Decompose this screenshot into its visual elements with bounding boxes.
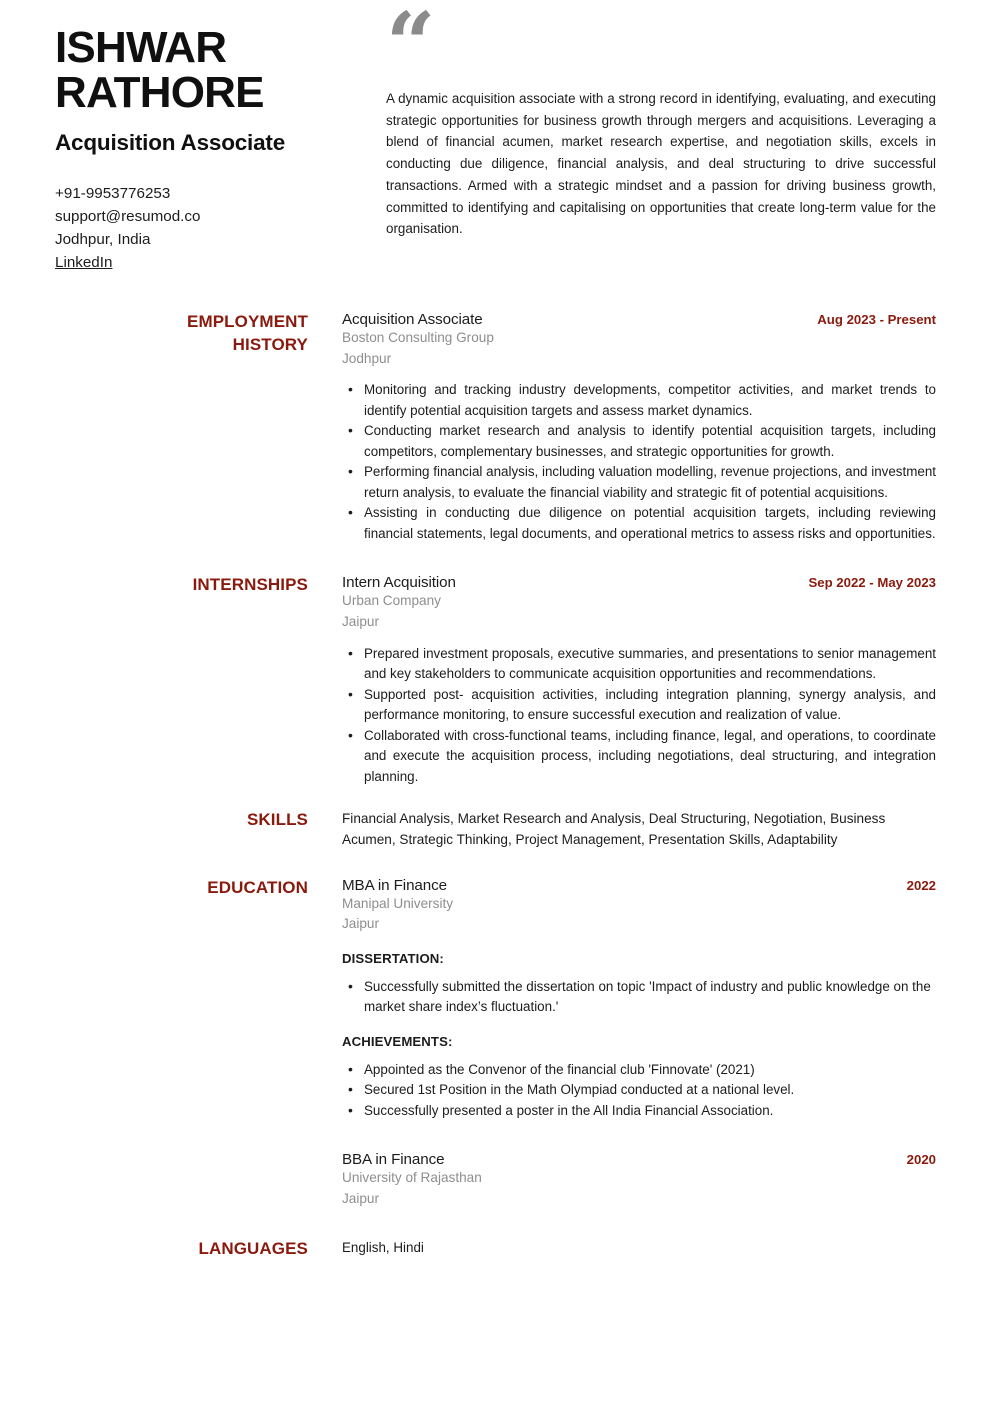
education-entry bbox=[342, 877, 936, 1122]
achievements-list bbox=[342, 1060, 936, 1122]
dissertation-list bbox=[342, 977, 936, 1018]
job-location: Jodhpur bbox=[342, 350, 392, 366]
contact-linkedin-row bbox=[55, 251, 375, 274]
skills-body bbox=[320, 809, 936, 850]
section-education bbox=[0, 877, 1000, 1210]
internship-company-name: Urban Company bbox=[342, 593, 441, 609]
job-responsibility-list bbox=[342, 380, 936, 544]
candidate-name bbox=[55, 23, 375, 117]
list-item: • Prepared investment proposals, executive summaries, and presentations to senior management and key stakeholders to communicate acquisition opportunities and recommendations. bbox=[342, 644, 936, 685]
institution-location: Jaipur bbox=[342, 916, 380, 932]
entry-header-row bbox=[342, 311, 936, 328]
resume-header bbox=[0, 0, 1000, 274]
employment-heading-line2: HISTORY bbox=[232, 334, 308, 354]
candidate-name-line1: ISHWAR bbox=[55, 23, 227, 72]
employment-label-col bbox=[55, 311, 320, 356]
skills-list-text: Financial Analysis, Market Research and Analysis, Deal Structuring, Negotiation, Business Acumen, Strategic Thinking, Project Management, Presentation Skills, Adaptability bbox=[342, 811, 886, 847]
languages-body bbox=[320, 1238, 936, 1258]
job-company-name: Boston Consulting Group bbox=[342, 330, 494, 346]
list-item: • Performing financial analysis, including valuation modelling, revenue projections, and investment return analysis, to evaluate the financial viability and strategic fit of potential acquisitions. bbox=[342, 462, 936, 503]
quote-mark-icon: “ bbox=[386, 0, 434, 95]
degree-title: MBA in Finance bbox=[342, 876, 447, 894]
list-item: • Secured 1st Position in the Math Olympiad conducted at a national level. bbox=[342, 1080, 936, 1101]
entry-header-row bbox=[342, 877, 936, 894]
list-item: • Monitoring and tracking industry developments, competitor activities, and market trends to identify potential acquisition targets and assess market dynamics. bbox=[342, 380, 936, 421]
section-heading-languages: LANGUAGES bbox=[198, 1238, 308, 1258]
dissertation-heading: DISSERTATION: bbox=[342, 950, 444, 966]
institution-name: Manipal University bbox=[342, 895, 454, 911]
degree-year: 2020 bbox=[906, 1152, 936, 1168]
employment-entries bbox=[320, 311, 936, 544]
degree-title: BBA in Finance bbox=[342, 1151, 445, 1169]
internship-location: Jaipur bbox=[342, 614, 380, 630]
section-internships bbox=[0, 574, 1000, 787]
employment-heading-line1: EMPLOYMENT bbox=[187, 312, 308, 332]
list-item: • Assisting in conducting due diligence on potential acquisition targets, including reviewing financial statements, legal documents, and operational metrics to assess risks and opportunities. bbox=[342, 503, 936, 544]
professional-summary: A dynamic acquisition associate with a strong record in identifying, evaluating, and executing strategic opportunities for business growth through mergers and acquisitions. Leveraging a blend of financial acumen, market research expertise, and negotiation skills, excels in conducting due diligence, financial analysis, and deal structuring to drive successful transactions. Armed with a strategic mindset and a passion for driving business growth, committed to identifying and capitalising on opportunities that create long-term value for the organisation. bbox=[386, 91, 936, 237]
institution-location: Jaipur bbox=[342, 1191, 380, 1207]
section-heading-employment bbox=[55, 311, 308, 356]
languages-list-text: English, Hindi bbox=[342, 1239, 424, 1255]
section-languages bbox=[0, 1238, 1000, 1261]
entry-header-row bbox=[342, 1151, 936, 1168]
languages-label-col bbox=[55, 1238, 320, 1261]
header-identity-block bbox=[55, 18, 375, 274]
list-item: • Supported post- acquisition activities, including integration planning, synergy analysis, and performance monitoring, to ensure successful execution and realization of value. bbox=[342, 685, 936, 726]
education-entry bbox=[342, 1151, 936, 1209]
internship-position-title: Intern Acquisition bbox=[342, 574, 456, 592]
candidate-name-line2: RATHORE bbox=[55, 67, 264, 117]
section-employment-history bbox=[0, 311, 1000, 544]
section-heading-internships: INTERNSHIPS bbox=[192, 575, 308, 595]
internships-label-col bbox=[55, 574, 320, 597]
internship-entries bbox=[320, 574, 936, 787]
education-label-col bbox=[55, 877, 320, 900]
list-item: • Conducting market research and analysis to identify potential acquisition targets, including competitors, complementary businesses, and strategic opportunities for growth. bbox=[342, 421, 936, 462]
job-position-title: Acquisition Associate bbox=[342, 311, 483, 329]
internship-date-range: Sep 2022 - May 2023 bbox=[808, 575, 936, 591]
section-skills bbox=[0, 809, 1000, 850]
list-item: • Collaborated with cross-functional teams, including finance, legal, and operations, to coordinate and execute the acquisition process, including negotiations, deal structuring, and integration planning. bbox=[342, 726, 936, 788]
education-entries bbox=[320, 877, 936, 1210]
degree-year: 2022 bbox=[906, 877, 936, 893]
contact-block bbox=[55, 182, 375, 274]
linkedin-link[interactable]: LinkedIn bbox=[55, 254, 113, 272]
entry-header-row bbox=[342, 574, 936, 591]
internship-responsibility-list bbox=[342, 644, 936, 788]
job-date-range: Aug 2023 - Present bbox=[817, 312, 936, 328]
achievements-heading: ACHIEVEMENTS: bbox=[342, 1033, 453, 1049]
contact-phone: +91-9953776253 bbox=[55, 184, 171, 202]
candidate-job-title: Acquisition Associate bbox=[55, 129, 286, 155]
list-item: • Appointed as the Convenor of the financial club 'Finnovate' (2021) bbox=[342, 1060, 936, 1081]
section-heading-skills: SKILLS bbox=[246, 810, 308, 830]
internship-entry bbox=[342, 574, 936, 787]
list-item: • Successfully presented a poster in the All India Financial Association. bbox=[342, 1101, 936, 1122]
list-item: • Successfully submitted the dissertation on topic 'Impact of industry and public knowledge on the market share index’s fluctuation.' bbox=[342, 977, 936, 1018]
skills-label-col bbox=[55, 809, 320, 832]
contact-email: support@resumod.co bbox=[55, 207, 201, 225]
institution-name: University of Rajasthan bbox=[342, 1170, 482, 1186]
section-heading-education: EDUCATION bbox=[207, 877, 308, 897]
employment-entry bbox=[342, 311, 936, 544]
summary-block bbox=[375, 0, 936, 240]
contact-location: Jodhpur, India bbox=[55, 230, 151, 248]
